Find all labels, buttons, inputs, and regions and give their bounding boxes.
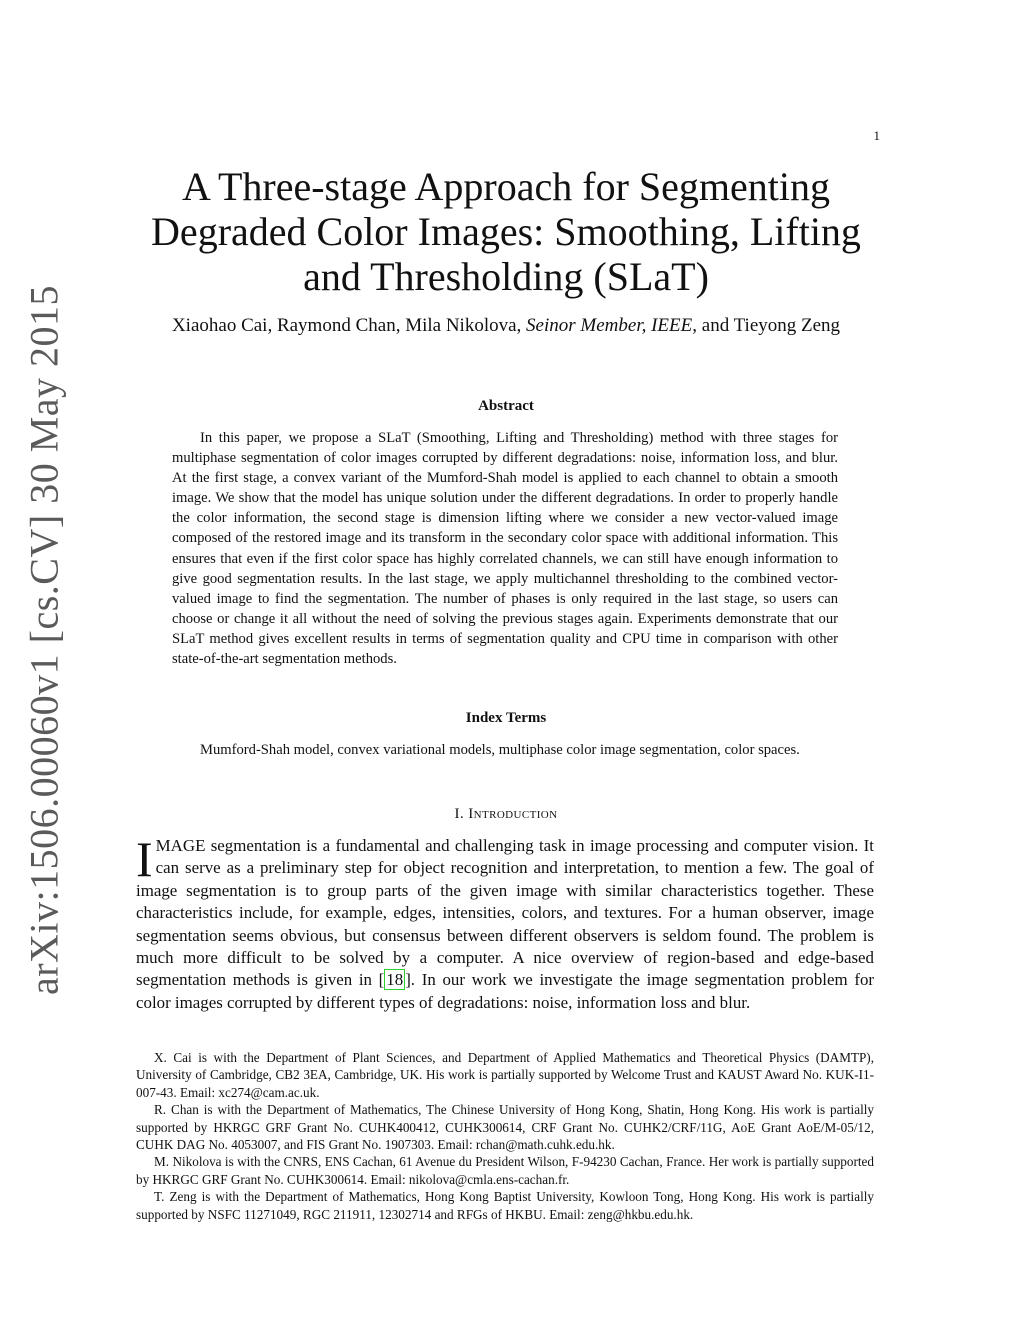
- author-last: and Tieyong Zeng: [701, 315, 841, 336]
- index-terms-heading: Index Terms: [465, 710, 547, 726]
- abstract-text: In this paper, we propose a SLaT (Smoothing, Lifting and Thresholding) method with three stages for multiphase segmentation of color images corrupted by different degradations: noise, information loss, and blur. At the first stage, a convex variant of the Mumford-Shah model is applied to each channel to obtain a smooth image. We show that the model has unique solution under the different degradations. In order to properly handle the color information, the second stage is dimension lifting where we consider a new vector-valued image composed of the restored image and its transform in the secondary color space with additional information. This ensures that even if the first color space has highly correlated channels, we can still have enough information to give good segmentation results. In the last stage, we apply multichannel thresholding to the combined vector-valued image to find the segmentation. The number of phases is only required in the last stage, so users can choose or change it all without the need of solving the previous stages again. Experiments demonstrate that our SLaT method gives excellent results in terms of segmentation quality and CPU time in comparison with other state-of-the-art segmentation methods.: [172, 430, 838, 668]
- intro-text-end: ]. In our work we investigate the image segmentation problem for color images corrupted by different types of degradations: noise, information loss and blur.: [136, 970, 875, 1012]
- introduction-paragraph: [136, 831, 875, 1014]
- author-names: Xiaohao Cai, Raymond Chan, Mila Nikolova,: [171, 315, 522, 336]
- footnote: X. Cai is with the Department of Plant Sciences, and Department of Applied Mathematics and Theoretical Physics (DAMTP), University of Cambridge, CB2 3EA, Cambridge, UK. His work is partially supported by Welcome Trust and KAUST Award No. KUK-I1-007-43. Email: xc274@cam.ac.uk.: [136, 1050, 874, 1100]
- author-membership: Seinor Member, IEEE,: [526, 315, 698, 336]
- index-terms-text: Mumford-Shah model, convex variational models, multiphase color image segmentation, color spaces.: [200, 742, 800, 758]
- author-footnotes: [136, 1049, 874, 1223]
- intro-text-start: MAGE segmentation is a fundamental and challenging task in image processing and computer vision. It can serve as a preliminary step for object recognition and interpretation, to mention a few. The goal of image segmentation is to group parts of the given image with similar characteristics together. These characteristics include, for example, edges, intensities, colors, and textures. For a human observer, image segmentation seems obvious, but consensus between different observers is seldom found. The problem is much more difficult to be solved by a computer. A nice overview of region-based and edge-based segmentation methods is given in [: [136, 836, 874, 990]
- citation-link[interactable]: 18: [386, 970, 404, 990]
- author-line: [120, 313, 892, 339]
- footnote: R. Chan is with the Department of Mathematics, The Chinese University of Hong Kong, Shatin, Hong Kong. His work is partially supported by HKRGC GRF Grant No. CUHK400412, CUHK300614, CRF Grant No. CUHK2/CRF/11G, AoE Grant AoE/M-05/12, CUHK DAG No. 4053007, and FIS Grant No. 1907303. Email: rchan@math.cuhk.edu.hk.: [136, 1102, 874, 1153]
- abstract-heading: Abstract: [478, 398, 534, 414]
- paper-title: [120, 164, 892, 299]
- title-line: A Three-stage Approach for Segmenting: [182, 164, 830, 209]
- page-number: 1: [873, 128, 880, 143]
- drop-cap: I: [136, 831, 153, 887]
- section-heading-introduction: [120, 806, 892, 823]
- section-numeral: I.: [454, 806, 465, 822]
- title-line: Degraded Color Images: Smoothing, Lifting: [151, 209, 861, 254]
- arxiv-stamp[interactable]: arXiv:1506.00060v1 [cs.CV] 30 May 2015: [21, 284, 67, 996]
- title-line: and Thresholding (SLaT): [303, 254, 709, 299]
- footnote: T. Zeng is with the Department of Mathematics, Hong Kong Baptist University, Kowloon Tong, Hong Kong. His work is partially supported by NSFC 11271049, RGC 211911, 12302714 and RFGs of HKBU. Email: zeng@hkbu.edu.hk.: [136, 1189, 874, 1222]
- section-title: Introduction: [468, 806, 558, 822]
- footnote: M. Nikolova is with the CNRS, ENS Cachan, 61 Avenue du President Wilson, F-94230 Cachan, France. Her work is partially supported by HKRGC GRF Grant No. CUHK300614. Email: nikolova@cmla.ens-cachan.fr.: [136, 1154, 874, 1187]
